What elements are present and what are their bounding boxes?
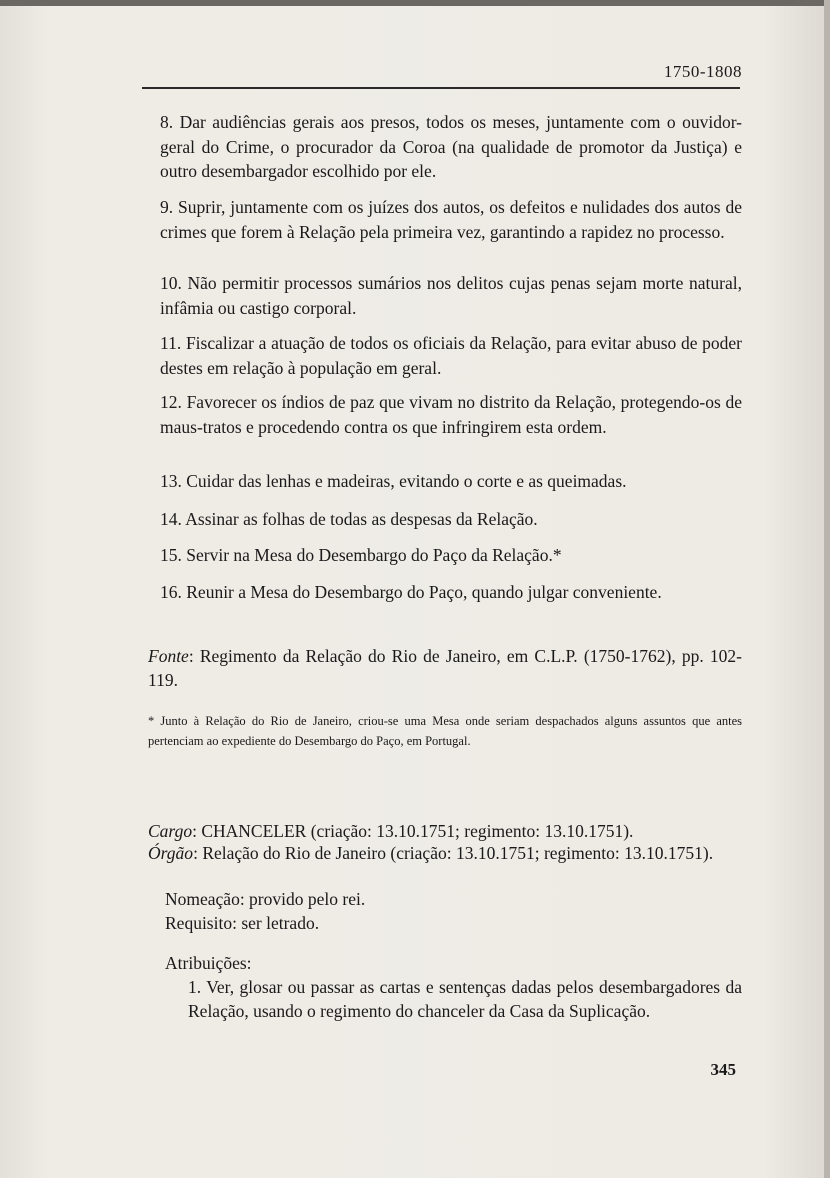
source-citation: Fonte: Regimento da Relação do Rio de Janeiro, em C.L.P. (1750-1762), pp. 102-119. <box>148 646 742 690</box>
list-item: 8. Dar audiências gerais aos presos, todos os meses, juntamente com o ouvidor-geral do Crime, o procurador da Coroa (na qualidade de promotor da Justiça) e outro desembargador escolhido por ele. <box>160 112 742 181</box>
scan-top-edge <box>0 0 830 6</box>
atribuicoes-heading: Atribuições: <box>165 953 252 973</box>
list-item: 11. Fiscalizar a atuação de todos os oficiais da Relação, para evitar abuso de poder destes em relação à população em geral. <box>160 333 743 378</box>
list-item: 1. Ver, glosar ou passar as cartas e sentenças dadas pelos desembargadores da Relação, usando o regimento do chanceler da Casa da Suplicação. <box>188 977 742 1021</box>
list-item: 12. Favorecer os índios de paz que vivam no distrito da Relação, protegendo-os de maus-tratos e procedendo contra os que infringirem esta ordem. <box>160 392 743 437</box>
page-number: 345 <box>710 1060 736 1079</box>
list-item: 10. Não permitir processos sumários nos delitos cujas penas sejam morte natural, infâmia ou castigo corporal. <box>160 273 742 318</box>
orgao-line: Órgão: Relação do Rio de Janeiro (criação: 13.10.1751; regimento: 13.10.1751). <box>148 843 714 863</box>
requisito-line: Requisito: ser letrado. <box>165 913 320 933</box>
list-item: 16. Reunir a Mesa do Desembargo do Paço, quando julgar conveniente. <box>160 582 662 602</box>
list-item: 14. Assinar as folhas de todas as despesas da Relação. <box>160 509 538 529</box>
footnote: * Junto à Relação do Rio de Janeiro, criou-se uma Mesa onde seriam despachados alguns assuntos que antes pertenciam ao expediente do Desembargo do Paço, em Portugal. <box>148 714 742 748</box>
scan-right-edge <box>824 0 830 1178</box>
list-item: 15. Servir na Mesa do Desembargo do Paço da Relação.* <box>160 545 562 565</box>
nomeacao-line: Nomeação: provido pelo rei. <box>165 889 366 909</box>
list-item: 13. Cuidar das lenhas e madeiras, evitando o corte e as queimadas. <box>160 471 627 491</box>
header-rule <box>142 87 740 89</box>
running-head: 1750-1808 <box>663 62 742 81</box>
list-item: 9. Suprir, juntamente com os juízes dos autos, os defeitos e nulidades dos autos de crimes que forem à Relação pela primeira vez, garantindo a rapidez no processo. <box>160 197 742 242</box>
cargo-line: Cargo: CHANCELER (criação: 13.10.1751; regimento: 13.10.1751). <box>148 821 634 841</box>
